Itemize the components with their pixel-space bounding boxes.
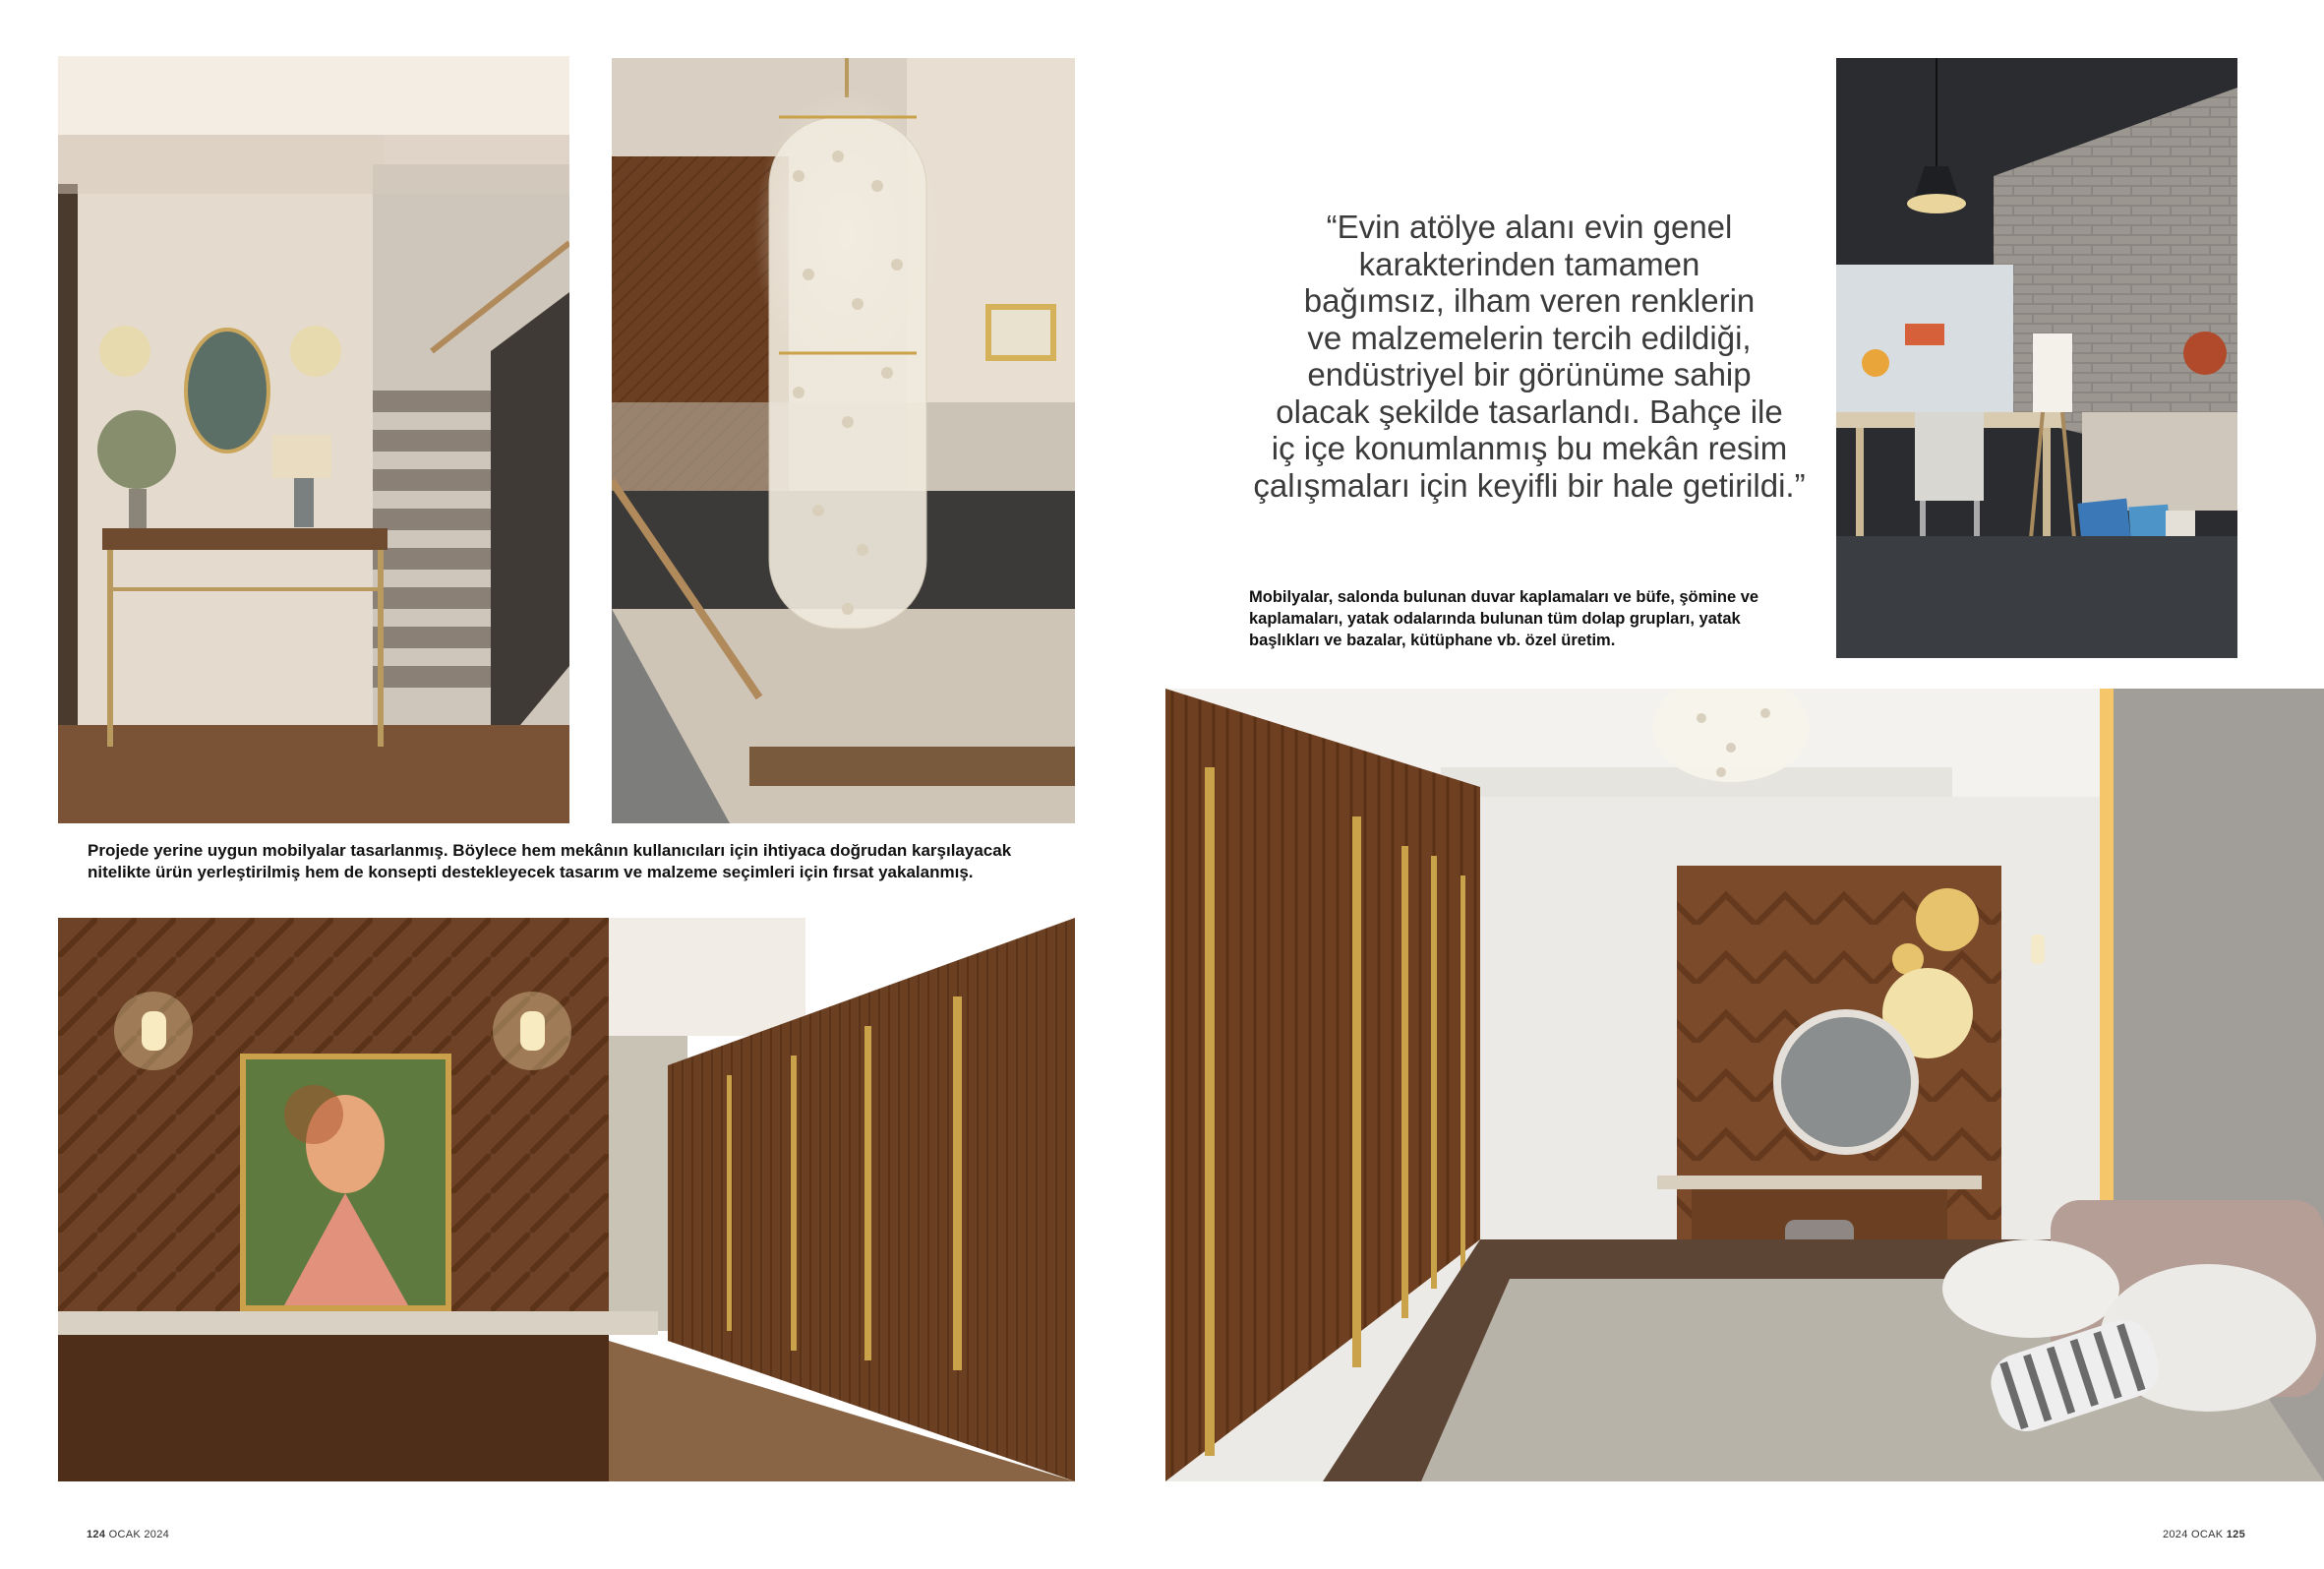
page-number-right: 125 (2226, 1529, 2245, 1540)
quote-line: karakterinden tamamen (1358, 245, 1700, 282)
quote-line: ve malzemelerin tercih edildiği, (1307, 319, 1752, 356)
photo-art-atelier (1836, 58, 2237, 658)
caption-left (88, 840, 1081, 883)
issue-left: OCAK 2024 (108, 1529, 170, 1540)
quote-line: iç içe konumlanmış bu mekân resim (1271, 430, 1788, 466)
photo-master-bedroom (1165, 689, 2324, 1481)
photo-foyer-staircase (58, 56, 569, 823)
quote-line: çalışmaları için keyifli bir hale getirildi.” (1253, 466, 1806, 504)
photo-hallway-painting (58, 918, 1075, 1481)
folio-right (2163, 1529, 2245, 1540)
quote-line: endüstriyel bir görünüme sahip (1307, 356, 1752, 392)
caption-right-line-2: kaplamaları, yatak odalarında bulunan tüm dolap grupları, yatak (1249, 610, 1741, 628)
quote-line: bağımsız, ilham veren renklerin (1303, 282, 1756, 319)
page-number-left: 124 (87, 1529, 106, 1540)
quote-line: “Evin atölye alanı evin genel (1326, 209, 1733, 245)
issue-right: 2024 OCAK (2162, 1529, 2224, 1540)
caption-right-line-3: başlıkları ve bazalar, kütüphane vb. özel üretim. (1249, 632, 1616, 649)
photo-chandelier-stairwell (612, 58, 1075, 823)
caption-left-line-1: Projede yerine uygun mobilyalar tasarlanmış. Böylece hem mekânın kullanıcıları için ihtiyaca doğrudan karşılayacak (88, 841, 1012, 860)
quote-line: olacak şekilde tasarlandı. Bahçe ile (1276, 392, 1783, 430)
caption-right (1249, 586, 1790, 651)
pull-quote (1249, 209, 1810, 504)
folio-left (87, 1529, 169, 1540)
caption-right-line-1: Mobilyalar, salonda bulunan duvar kaplamaları ve büfe, şömine ve (1249, 588, 1759, 606)
caption-left-line-2: nitelikte ürün yerleştirilmiş hem de konsepti destekleyecek tasarım ve malzeme seçimleri için fırsat yakalanmış. (88, 863, 974, 881)
